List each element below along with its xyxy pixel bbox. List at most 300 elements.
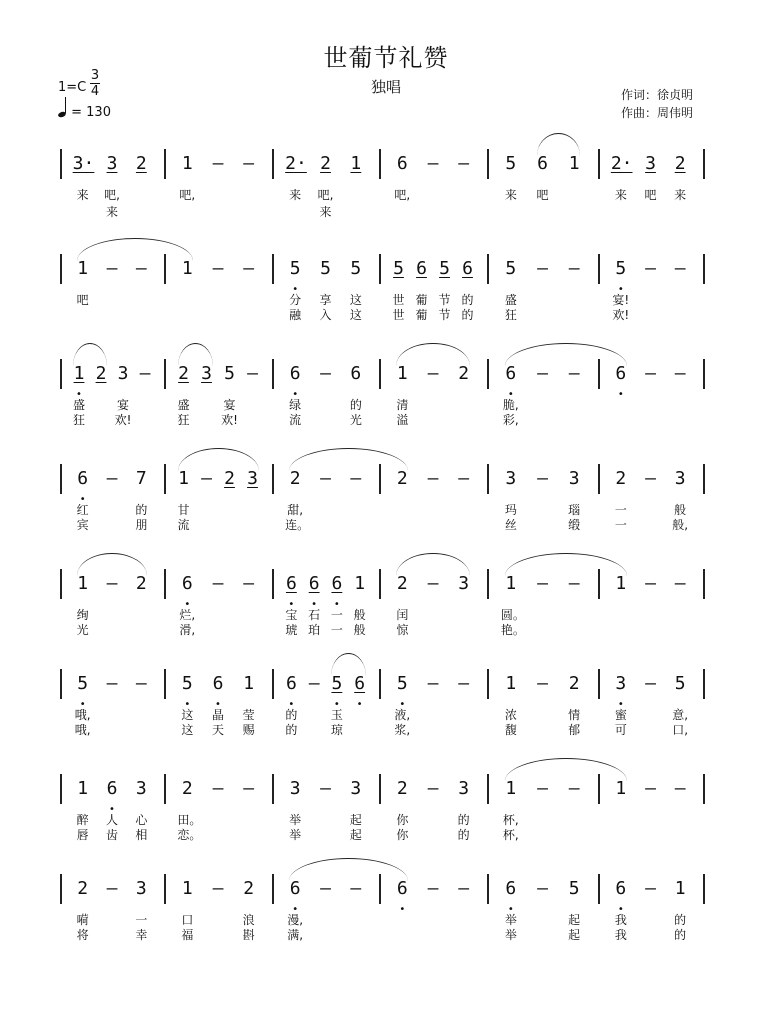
- note: –: [212, 778, 224, 799]
- tie-slur: [505, 343, 627, 366]
- lyric-line2: 唇: [76, 828, 89, 842]
- lyric-line1: 液,: [394, 708, 411, 722]
- barline: [487, 359, 489, 389]
- lyric-line1: 的: [461, 293, 474, 307]
- note: –: [458, 673, 470, 694]
- note: 5: [505, 153, 517, 174]
- note: 1: [77, 258, 89, 279]
- song-title: 世葡节礼赞: [323, 44, 449, 72]
- lyric-line1: 般: [353, 608, 366, 622]
- note: –: [350, 468, 362, 489]
- note: –: [106, 258, 118, 279]
- tempo-marking: [58, 100, 111, 120]
- score-system: [60, 665, 710, 745]
- barline: [487, 254, 489, 284]
- lower-octave-dot: •: [292, 904, 299, 915]
- note: –: [568, 363, 580, 384]
- note: 1: [674, 878, 686, 899]
- lyric-line1: 一: [135, 913, 148, 927]
- lyric-line2: 杯,: [502, 828, 519, 842]
- lyric-line1: 浓: [504, 708, 517, 722]
- note: 1: [77, 778, 89, 799]
- lyric-line1: 一: [330, 608, 343, 622]
- note: 5: [439, 258, 450, 279]
- note: –: [537, 573, 548, 594]
- lyric-line1: 享: [319, 293, 332, 307]
- lyric-line1: 一: [614, 503, 627, 517]
- lower-octave-dot: •: [507, 904, 514, 915]
- lyric-line1: 心: [135, 813, 148, 827]
- barline: [703, 464, 705, 494]
- lyric-line2: 将: [76, 928, 89, 942]
- lyric-line1: 节: [438, 293, 451, 307]
- key-signature: 1=C: [58, 80, 87, 95]
- lyric-line1: 来: [289, 188, 302, 202]
- time-signature-bottom: 4: [90, 84, 100, 99]
- lyric-line1: 嗬: [76, 913, 89, 927]
- barline: [164, 669, 166, 699]
- lyric-line1: 分: [289, 293, 302, 307]
- note: 6: [396, 153, 408, 174]
- lower-octave-dot: •: [333, 699, 340, 710]
- lyric-line1: 吧,: [179, 188, 196, 202]
- barline: [487, 669, 489, 699]
- note: –: [320, 778, 331, 799]
- note: –: [537, 778, 548, 799]
- lyric-line1: 般: [674, 503, 687, 517]
- lyric-line2: 一: [614, 518, 627, 532]
- note: 5: [331, 673, 343, 694]
- tie-slur: [537, 133, 581, 156]
- barline: [164, 874, 166, 904]
- note: –: [427, 673, 439, 694]
- lyric-line2: 琥: [285, 623, 298, 637]
- lyric-line1: 举: [504, 913, 517, 927]
- lyric-line1: 吧: [76, 293, 89, 307]
- lyric-line1: 举: [289, 813, 302, 827]
- note: –: [308, 673, 320, 694]
- lyric-line1: 的: [135, 503, 148, 517]
- lyric-line1: 盛: [72, 398, 85, 412]
- note: –: [645, 673, 656, 694]
- note: 5: [396, 673, 408, 694]
- note: 6: [308, 573, 320, 594]
- lyric-line1: 意,: [672, 708, 689, 722]
- note: 1: [181, 878, 193, 899]
- lyric-line1: 起: [568, 913, 581, 927]
- note: 2: [95, 363, 107, 384]
- lower-octave-dot: •: [292, 389, 299, 400]
- lyric-line2: 幸: [135, 928, 148, 942]
- lyric-line1: 的: [285, 708, 298, 722]
- note: 6: [354, 673, 366, 694]
- note: 6: [505, 363, 517, 384]
- note: 3: [106, 153, 118, 174]
- note: 3: [117, 363, 129, 384]
- note: 1: [505, 673, 517, 694]
- lower-octave-dot: •: [617, 284, 624, 295]
- lyric-line2: 流: [177, 518, 190, 532]
- note: –: [458, 878, 470, 899]
- note: –: [674, 778, 686, 799]
- note: 3: [201, 363, 212, 384]
- tie-slur: [178, 343, 213, 366]
- barline: [703, 149, 705, 179]
- lyric-line2: 起: [349, 828, 362, 842]
- barline: [164, 569, 166, 599]
- lyric-line2: 彩,: [502, 413, 519, 427]
- lyric-line1: 石: [308, 608, 321, 622]
- note: –: [212, 573, 224, 594]
- lyric-line1: 这: [349, 293, 362, 307]
- note: 5: [393, 258, 404, 279]
- score-system: [60, 250, 710, 330]
- tie-slur: [73, 343, 107, 366]
- lyric-line1: 吧: [536, 188, 549, 202]
- score-system: [60, 460, 710, 540]
- barline: [60, 464, 62, 494]
- lyric-line2: 连。: [285, 518, 310, 532]
- note: –: [320, 878, 331, 899]
- lyric-line1: 圆。: [500, 608, 525, 622]
- note: 6: [289, 878, 301, 899]
- lyric-line2: 举: [289, 828, 302, 842]
- lower-octave-dot: •: [79, 699, 86, 710]
- lyric-line1: 来: [76, 188, 89, 202]
- barline: [164, 464, 166, 494]
- lyric-line2: 口,: [672, 723, 689, 737]
- lyric-line1: 醉: [76, 813, 89, 827]
- barline: [60, 774, 62, 804]
- note: –: [106, 878, 118, 899]
- note: –: [212, 153, 224, 174]
- note: 1: [350, 153, 362, 174]
- lyric-line2: 宾: [76, 518, 89, 532]
- lyric-line1: 甜,: [287, 503, 304, 517]
- lyric-line1: 人: [105, 813, 118, 827]
- note: 1: [73, 363, 85, 384]
- note: 3: [289, 778, 301, 799]
- note: –: [537, 878, 548, 899]
- lyric-line2: 流: [289, 413, 302, 427]
- note: 1: [181, 153, 193, 174]
- note: 2·: [610, 153, 633, 174]
- lyric-line2: 缎: [568, 518, 581, 532]
- barline: [272, 569, 274, 599]
- note: 3: [458, 778, 470, 799]
- lyric-line1: 哦,: [74, 708, 91, 722]
- note: 6: [505, 878, 517, 899]
- lower-octave-dot: •: [399, 904, 406, 915]
- lyric-line2: 起: [568, 928, 581, 942]
- lyric-line1: 脆,: [502, 398, 519, 412]
- note: 6: [289, 363, 301, 384]
- lyric-line1: 闰: [396, 608, 409, 622]
- score-system: [60, 145, 710, 225]
- note: 6: [537, 153, 548, 174]
- lyric-line1: 杯,: [502, 813, 519, 827]
- barline: [272, 464, 274, 494]
- note: –: [201, 468, 212, 489]
- note: 6: [212, 673, 224, 694]
- lyric-line2: 我: [614, 928, 627, 942]
- lyric-line1: 玉: [330, 708, 343, 722]
- note: –: [537, 258, 548, 279]
- barline: [487, 464, 489, 494]
- note: –: [320, 468, 331, 489]
- lyric-line1: 葡: [415, 293, 428, 307]
- lyricist-credit: 作词：徐贞明: [621, 88, 694, 102]
- note: 2: [289, 468, 301, 489]
- lyric-line1: 起: [349, 813, 362, 827]
- lyric-line1: 瑙: [568, 503, 581, 517]
- tie-slur: [505, 758, 627, 781]
- lyric-line2: 的: [457, 828, 470, 842]
- lyric-line2: 艳。: [500, 623, 525, 637]
- lyric-line1: 红: [76, 503, 89, 517]
- note: –: [350, 878, 362, 899]
- note: 2: [135, 573, 147, 594]
- note: 5: [615, 258, 627, 279]
- note: 3: [350, 778, 362, 799]
- note: –: [243, 153, 255, 174]
- tie-slur: [77, 553, 148, 576]
- note: 3: [645, 153, 656, 174]
- lyric-line1: 宴!: [612, 293, 630, 307]
- composer-credit: 作曲：周伟明: [621, 106, 694, 120]
- lyric-line2: 世: [392, 308, 405, 322]
- lyric-line1: 绚: [76, 608, 89, 622]
- note: 6: [462, 258, 473, 279]
- note: 1: [505, 778, 517, 799]
- lyric-line2: 你: [396, 828, 409, 842]
- lyric-line2: 滑,: [179, 623, 196, 637]
- lyric-line1: 绿: [289, 398, 302, 412]
- tempo-value: = 130: [71, 105, 111, 120]
- lyric-line1: 浪: [242, 913, 255, 927]
- note: –: [427, 468, 439, 489]
- time-signature-top: 3: [90, 68, 100, 83]
- lyric-line2: 葡: [415, 308, 428, 322]
- lyric-line2: 馥: [504, 723, 517, 737]
- lower-octave-dot: •: [311, 599, 318, 610]
- note: 3: [135, 878, 147, 899]
- barline: [164, 359, 166, 389]
- note: 2: [615, 468, 627, 489]
- note: –: [645, 778, 656, 799]
- note: 1: [77, 573, 89, 594]
- note: 5: [320, 258, 331, 279]
- note: 3: [674, 468, 686, 489]
- barline: [379, 669, 381, 699]
- note: 2: [243, 878, 255, 899]
- note: –: [458, 153, 470, 174]
- lower-octave-dot: •: [109, 804, 115, 815]
- lyric-line2: 郁: [568, 723, 581, 737]
- note: 7: [135, 468, 147, 489]
- note: 2·: [285, 153, 307, 174]
- lower-octave-dot: •: [184, 599, 191, 610]
- lyric-line2: 光: [349, 413, 362, 427]
- note: –: [427, 778, 439, 799]
- lyric-line1: 情: [568, 708, 581, 722]
- note: 3: [568, 468, 580, 489]
- lyric-line2: 浆,: [394, 723, 411, 737]
- lyric-line2: 的: [461, 308, 474, 322]
- barline: [60, 569, 62, 599]
- lyric-line2: 相: [135, 828, 148, 842]
- note: –: [427, 363, 439, 384]
- lyric-line2: 狂: [504, 308, 517, 322]
- tie-slur: [178, 448, 259, 471]
- barline: [379, 149, 381, 179]
- note: –: [212, 258, 224, 279]
- note: –: [139, 363, 151, 384]
- note: –: [674, 363, 686, 384]
- barline: [379, 569, 381, 599]
- note: –: [212, 878, 224, 899]
- lyric-line2: 惊: [396, 623, 409, 637]
- barline: [598, 464, 600, 494]
- tie-slur: [289, 858, 408, 881]
- lyric-line2: 一: [330, 623, 343, 637]
- note: 6: [350, 363, 362, 384]
- barline: [60, 359, 62, 389]
- lyric-line1: 的: [457, 813, 470, 827]
- barline: [703, 874, 705, 904]
- lyric-line1: 口: [181, 913, 194, 927]
- lyric-line2: 丝: [504, 518, 517, 532]
- lower-octave-dot: •: [76, 389, 82, 400]
- lyric-line2: 狂: [72, 413, 85, 427]
- note: –: [537, 363, 548, 384]
- note: 2: [396, 778, 408, 799]
- barline: [703, 669, 705, 699]
- note: –: [568, 258, 580, 279]
- note: –: [458, 468, 470, 489]
- lyric-line1: 吧,来: [317, 188, 334, 219]
- lyric-line1: 晶: [211, 708, 224, 722]
- lyric-line2: 的: [674, 928, 687, 942]
- note: 6: [285, 573, 297, 594]
- note: 3: [135, 778, 147, 799]
- lyric-line1: 清: [396, 398, 409, 412]
- note: 1: [243, 673, 255, 694]
- lyric-line1: 蜜: [614, 708, 627, 722]
- note: –: [645, 363, 656, 384]
- lyric-line1: 你: [396, 813, 409, 827]
- lyric-line1: 吧,来: [104, 188, 120, 219]
- lower-octave-dot: •: [617, 699, 624, 710]
- note: 1: [354, 573, 366, 594]
- barline: [60, 254, 62, 284]
- note: –: [537, 468, 548, 489]
- note: 6: [181, 573, 193, 594]
- lower-octave-dot: •: [215, 699, 221, 710]
- note: 5: [674, 673, 686, 694]
- lyric-line2: 节: [438, 308, 451, 322]
- note: –: [537, 673, 548, 694]
- note: 3: [615, 673, 627, 694]
- note: 6: [615, 363, 627, 384]
- lower-octave-dot: •: [184, 699, 191, 710]
- barline: [60, 149, 62, 179]
- lyric-line2: 天: [211, 723, 224, 737]
- lyric-line2: 斟: [242, 928, 255, 942]
- score-system: [60, 355, 710, 435]
- lower-octave-dot: •: [356, 699, 363, 710]
- lower-octave-dot: •: [399, 699, 406, 710]
- note: 6: [615, 878, 627, 899]
- lower-octave-dot: •: [617, 389, 624, 400]
- note: 3: [247, 468, 258, 489]
- note: 3: [505, 468, 517, 489]
- lyric-line1: 宝: [285, 608, 298, 622]
- lyric-line1: 世: [392, 293, 405, 307]
- score-system: [60, 870, 710, 950]
- lyric-line2: 般,: [672, 518, 689, 532]
- note: 2: [224, 468, 235, 489]
- lyric-line2: 溢: [396, 413, 409, 427]
- note: 5: [224, 363, 235, 384]
- note: 1: [181, 258, 193, 279]
- note: –: [135, 258, 147, 279]
- note: 2: [396, 468, 408, 489]
- note: 5: [181, 673, 193, 694]
- lyric-line2: 欢!: [114, 413, 132, 427]
- note: 2: [178, 363, 189, 384]
- note: 3: [458, 573, 470, 594]
- tie-slur: [289, 448, 408, 471]
- note: 2: [77, 878, 89, 899]
- barline: [487, 774, 489, 804]
- barline: [164, 774, 166, 804]
- lyric-line1: 莹: [242, 708, 255, 722]
- barline: [272, 254, 274, 284]
- barline: [487, 874, 489, 904]
- barline: [379, 774, 381, 804]
- tie-slur: [396, 343, 469, 366]
- note: 5: [505, 258, 517, 279]
- lyric-line2: 齿: [105, 828, 118, 842]
- barline: [703, 774, 705, 804]
- note: 1: [615, 573, 627, 594]
- tie-slur: [505, 553, 627, 576]
- note: –: [243, 778, 255, 799]
- lyric-line2: 的: [285, 723, 298, 737]
- lyric-line1: 吧: [644, 188, 657, 202]
- note: –: [427, 153, 439, 174]
- barline: [379, 254, 381, 284]
- score-system: [60, 565, 710, 645]
- time-signature: [90, 68, 100, 99]
- lyric-line1: 来: [674, 188, 687, 202]
- lyric-line2: 欢!: [221, 413, 238, 427]
- lyric-line2: 狂: [177, 413, 190, 427]
- note: 1: [568, 153, 580, 174]
- lyric-line1: 吧,: [394, 188, 411, 202]
- lyric-line1: 盛: [504, 293, 517, 307]
- note: –: [645, 573, 656, 594]
- note: –: [247, 363, 258, 384]
- note: –: [645, 258, 656, 279]
- note: –: [243, 573, 255, 594]
- lower-octave-dot: •: [617, 904, 624, 915]
- note: 6: [396, 878, 408, 899]
- performance-type: 独唱: [370, 78, 401, 96]
- note: –: [106, 468, 118, 489]
- tie-slur: [396, 553, 469, 576]
